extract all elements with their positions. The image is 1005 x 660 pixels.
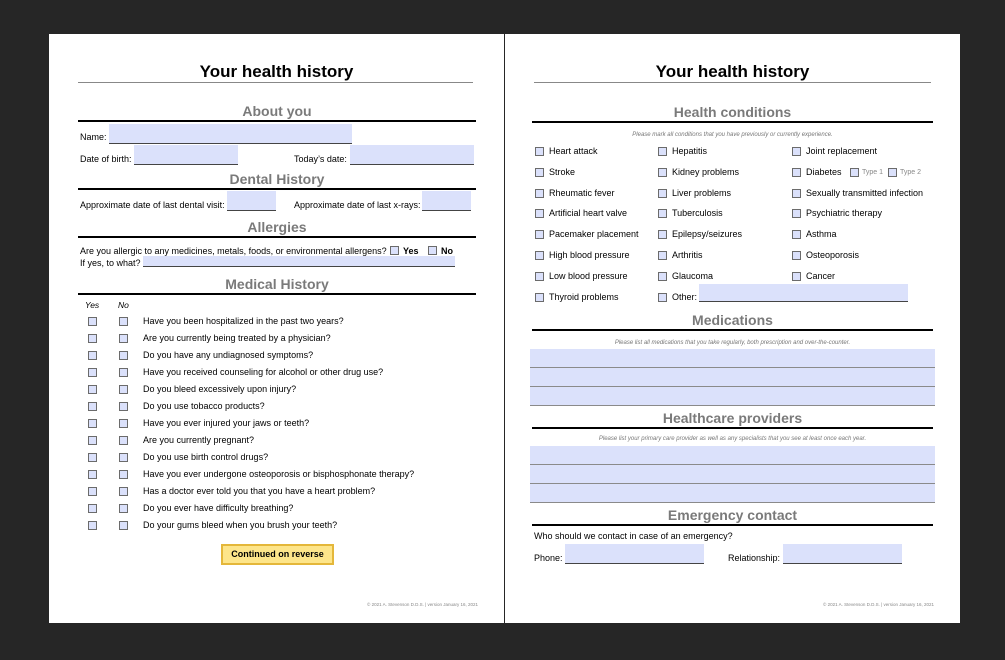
condition-checkbox[interactable] — [535, 293, 544, 302]
last-xray-label: Approximate date of last x-rays: — [294, 200, 421, 210]
question-no-checkbox[interactable] — [119, 385, 128, 394]
medical-question: Do you use tobacco products? — [143, 401, 265, 411]
question-yes-checkbox[interactable] — [88, 470, 97, 479]
condition-checkbox[interactable] — [535, 230, 544, 239]
condition-checkbox[interactable] — [792, 272, 801, 281]
condition-label: Joint replacement — [806, 146, 878, 156]
condition-label: Sexually transmitted infection — [806, 188, 924, 198]
section-divider — [532, 427, 933, 429]
other-condition-label: Other: — [672, 292, 698, 302]
dob-field[interactable] — [134, 145, 238, 165]
condition-checkbox[interactable] — [658, 293, 667, 302]
condition-checkbox[interactable] — [792, 189, 801, 198]
allergy-no-checkbox[interactable] — [428, 246, 437, 255]
medications-note: Please list all medications that you take regularly, both prescription and over-the-counter. — [614, 340, 851, 346]
other-condition-field[interactable] — [699, 284, 908, 302]
question-no-checkbox[interactable] — [119, 368, 128, 377]
question-yes-checkbox[interactable] — [88, 521, 97, 530]
medical-question: Do you use birth control drugs? — [143, 452, 269, 462]
section-heading-medical: Medical History — [225, 276, 329, 292]
last-xray-field[interactable] — [422, 191, 471, 211]
allergy-yes-label: Yes — [403, 246, 419, 256]
condition-label: Artificial heart valve — [549, 208, 628, 218]
medical-question: Do your gums bleed when you brush your teeth? — [143, 520, 338, 530]
condition-label: Heart attack — [549, 146, 598, 156]
condition-checkbox[interactable] — [658, 272, 667, 281]
diabetes-type1-checkbox[interactable] — [850, 168, 859, 177]
diabetes-type2-checkbox[interactable] — [888, 168, 897, 177]
condition-checkbox[interactable] — [792, 147, 801, 156]
question-yes-checkbox[interactable] — [88, 453, 97, 462]
condition-checkbox[interactable] — [792, 168, 801, 177]
medication-row-field[interactable] — [530, 387, 935, 406]
condition-checkbox[interactable] — [792, 209, 801, 218]
condition-label: Thyroid problems — [549, 292, 619, 302]
condition-label: Osteoporosis — [806, 250, 860, 260]
title-divider — [534, 82, 931, 83]
condition-checkbox[interactable] — [658, 230, 667, 239]
condition-label: Low blood pressure — [549, 271, 628, 281]
condition-label: Arthritis — [672, 250, 703, 260]
last-dental-visit-label: Approximate date of last dental visit: — [80, 200, 225, 210]
question-no-checkbox[interactable] — [119, 521, 128, 530]
name-field[interactable] — [109, 124, 352, 144]
medical-question: Has a doctor ever told you that you have a heart problem? — [143, 486, 376, 496]
question-yes-checkbox[interactable] — [88, 351, 97, 360]
question-yes-checkbox[interactable] — [88, 436, 97, 445]
condition-label: Pacemaker placement — [549, 229, 639, 239]
question-yes-checkbox[interactable] — [88, 317, 97, 326]
medical-question: Do you have any undiagnosed symptoms? — [143, 350, 314, 360]
section-heading-conditions: Health conditions — [673, 104, 792, 120]
condition-label: Psychiatric therapy — [806, 208, 883, 218]
provider-row-field[interactable] — [530, 484, 935, 503]
question-no-checkbox[interactable] — [119, 470, 128, 479]
condition-label: Cancer — [806, 271, 836, 281]
condition-label: Glaucoma — [672, 271, 714, 281]
no-column-header: No — [118, 300, 129, 310]
allergy-question: Are you allergic to any medicines, metals, foods, or environmental allergens? — [80, 246, 387, 256]
condition-checkbox[interactable] — [535, 147, 544, 156]
question-yes-checkbox[interactable] — [88, 334, 97, 343]
question-yes-checkbox[interactable] — [88, 419, 97, 428]
emergency-question: Who should we contact in case of an emergency? — [534, 531, 733, 541]
condition-label: Hepatitis — [672, 146, 708, 156]
condition-label: Rheumatic fever — [549, 188, 615, 198]
phone-label: Phone: — [534, 553, 563, 563]
condition-label: High blood pressure — [549, 250, 630, 260]
condition-label: Tuberculosis — [672, 208, 723, 218]
allergy-yes-checkbox[interactable] — [390, 246, 399, 255]
condition-checkbox[interactable] — [658, 147, 667, 156]
form-page-back — [505, 34, 960, 623]
condition-checkbox[interactable] — [658, 209, 667, 218]
condition-label: Asthma — [806, 229, 837, 239]
condition-label: Diabetes — [806, 167, 842, 177]
dob-label: Date of birth: — [80, 154, 132, 164]
condition-checkbox[interactable] — [658, 189, 667, 198]
allergy-what-field[interactable] — [143, 256, 455, 267]
medical-question: Are you currently pregnant? — [143, 435, 255, 445]
question-no-checkbox[interactable] — [119, 504, 128, 513]
section-heading-about: About you — [242, 103, 312, 119]
provider-row-field[interactable] — [530, 465, 935, 484]
question-no-checkbox[interactable] — [119, 351, 128, 360]
section-divider — [532, 121, 933, 123]
condition-checkbox[interactable] — [535, 251, 544, 260]
question-no-checkbox[interactable] — [119, 453, 128, 462]
continued-on-reverse-button[interactable]: Continued on reverse — [221, 544, 334, 565]
emergency-phone-field[interactable] — [565, 544, 704, 564]
medical-question: Have you ever undergone osteoporosis or bisphosphonate therapy? — [143, 469, 415, 479]
medical-question: Do you ever have difficulty breathing? — [143, 503, 294, 513]
question-no-checkbox[interactable] — [119, 334, 128, 343]
condition-checkbox[interactable] — [535, 189, 544, 198]
condition-checkbox[interactable] — [792, 251, 801, 260]
condition-label: Kidney problems — [672, 167, 740, 177]
allergy-what-label: If yes, to what? — [80, 258, 141, 268]
condition-checkbox[interactable] — [658, 168, 667, 177]
today-date-field[interactable] — [350, 145, 474, 165]
title-divider — [78, 82, 473, 83]
last-dental-visit-field[interactable] — [227, 191, 276, 211]
today-date-label: Today’s date: — [294, 154, 347, 164]
question-no-checkbox[interactable] — [119, 402, 128, 411]
condition-checkbox[interactable] — [658, 251, 667, 260]
condition-checkbox[interactable] — [535, 168, 544, 177]
question-no-checkbox[interactable] — [119, 317, 128, 326]
conditions-note: Please mark all conditions that you have previously or currently experience. — [632, 132, 833, 138]
medication-row-field[interactable] — [530, 368, 935, 387]
provider-row-field[interactable] — [530, 446, 935, 465]
question-yes-checkbox[interactable] — [88, 385, 97, 394]
diabetes-type2-label: Type 2 — [900, 169, 922, 176]
section-divider — [78, 236, 476, 238]
condition-label: Epilepsy/seizures — [672, 229, 743, 239]
yes-column-header: Yes — [85, 300, 100, 310]
emergency-relationship-field[interactable] — [783, 544, 902, 564]
section-divider — [532, 524, 933, 526]
relationship-label: Relationship: — [728, 553, 781, 563]
diabetes-type1-label: Type 1 — [862, 169, 884, 176]
form-page-front — [49, 34, 504, 623]
condition-checkbox[interactable] — [792, 230, 801, 239]
page-title: Your health history — [199, 62, 354, 81]
section-heading-allergies: Allergies — [247, 219, 307, 235]
footer-copyright: © 2021 A. Stevenson D.D.S. | version January 16, 2021 — [823, 602, 935, 607]
providers-note: Please list your primary care provider as well as any specialists that you see at least once each year. — [598, 436, 867, 442]
name-label: Name: — [80, 132, 107, 142]
medication-row-field[interactable] — [530, 349, 935, 368]
page-title: Your health history — [655, 62, 810, 81]
allergy-no-label: No — [441, 246, 453, 256]
condition-label: Stroke — [549, 167, 576, 177]
section-divider — [78, 188, 476, 190]
medical-question: Have you ever injured your jaws or teeth? — [143, 418, 310, 428]
medical-question: Are you currently being treated by a physician? — [143, 333, 331, 343]
section-divider — [532, 329, 933, 331]
question-no-checkbox[interactable] — [119, 436, 128, 445]
section-heading-medications: Medications — [692, 312, 773, 328]
question-yes-checkbox[interactable] — [88, 402, 97, 411]
section-divider — [78, 293, 476, 295]
section-heading-dental: Dental History — [229, 171, 325, 187]
medical-question: Have you received counseling for alcohol or other drug use? — [143, 367, 384, 377]
footer-copyright: © 2021 A. Stevenson D.D.S. | version January 16, 2021 — [367, 602, 479, 607]
condition-checkbox[interactable] — [535, 272, 544, 281]
section-heading-emergency: Emergency contact — [667, 507, 798, 523]
question-yes-checkbox[interactable] — [88, 368, 97, 377]
condition-label: Liver problems — [672, 188, 732, 198]
question-yes-checkbox[interactable] — [88, 487, 97, 496]
question-no-checkbox[interactable] — [119, 487, 128, 496]
section-heading-providers: Healthcare providers — [662, 410, 803, 426]
condition-checkbox[interactable] — [535, 209, 544, 218]
section-divider — [78, 120, 476, 122]
medical-question: Do you bleed excessively upon injury? — [143, 384, 297, 394]
question-yes-checkbox[interactable] — [88, 504, 97, 513]
question-no-checkbox[interactable] — [119, 419, 128, 428]
medical-question: Have you been hospitalized in the past two years? — [143, 316, 344, 326]
